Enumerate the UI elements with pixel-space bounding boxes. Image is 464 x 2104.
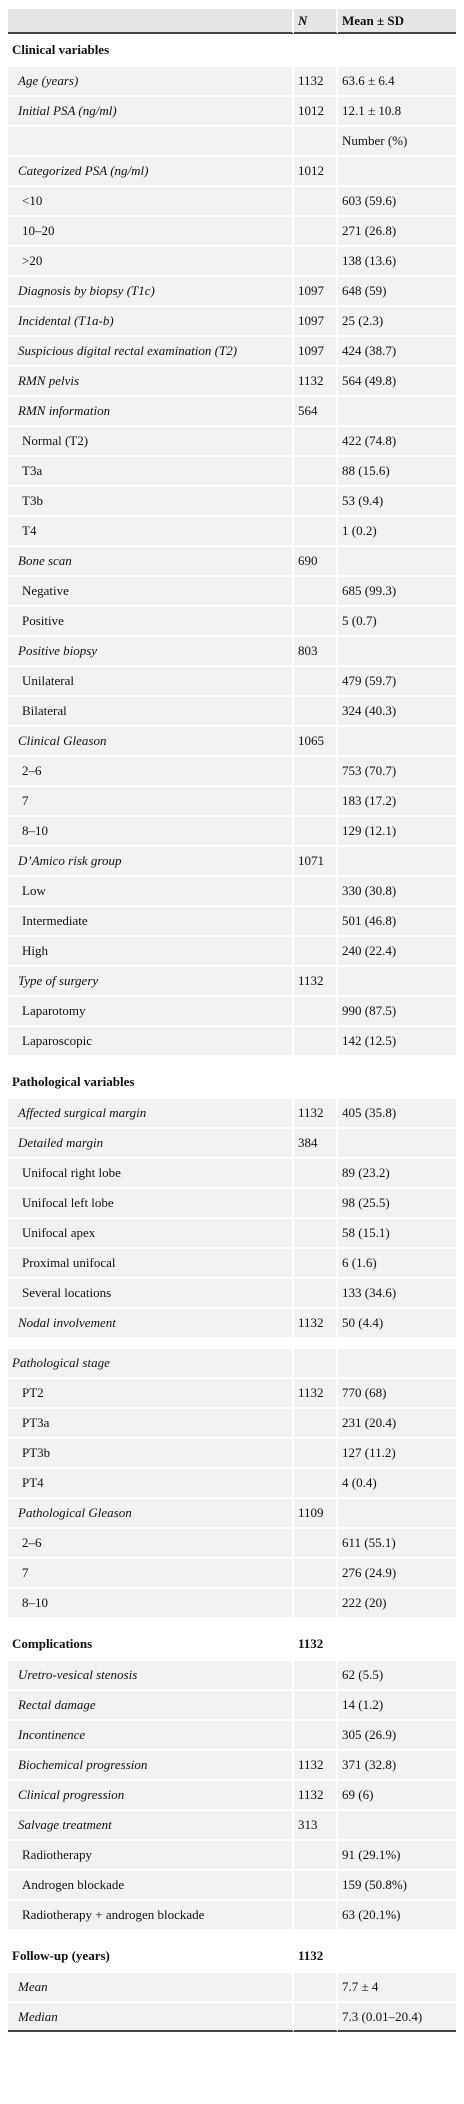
row-n	[294, 1348, 338, 1378]
table-row	[8, 126, 456, 156]
row-n	[294, 756, 338, 786]
table-row	[8, 1498, 456, 1528]
table-row	[8, 156, 456, 186]
row-label: Median	[8, 2002, 294, 2032]
row-n: 564	[294, 396, 338, 426]
row-label: Bone scan	[8, 546, 294, 576]
row-label: Clinical variables	[8, 34, 294, 66]
row-label: Detailed margin	[8, 1128, 294, 1158]
table-row	[8, 396, 456, 426]
table-row	[8, 516, 456, 546]
row-label: 2–6	[8, 756, 294, 786]
row-n: 1012	[294, 96, 338, 126]
row-n	[294, 186, 338, 216]
table-row	[8, 1840, 456, 1870]
row-label: 2–6	[8, 1528, 294, 1558]
row-n: 1132	[294, 66, 338, 96]
row-label: Uretro-vesical stenosis	[8, 1660, 294, 1690]
row-label: Categorized PSA (ng/ml)	[8, 156, 294, 186]
row-label: Incontinence	[8, 1720, 294, 1750]
row-value	[338, 546, 456, 576]
row-label: T4	[8, 516, 294, 546]
row-label: Clinical Gleason	[8, 726, 294, 756]
row-value: 564 (49.8)	[338, 366, 456, 396]
row-label: Pathological stage	[8, 1348, 294, 1378]
row-n	[294, 1066, 338, 1098]
row-value: 12.1 ± 10.8	[338, 96, 456, 126]
row-n	[294, 576, 338, 606]
table-row	[8, 186, 456, 216]
table-row	[8, 1810, 456, 1840]
table-row	[8, 1468, 456, 1498]
row-value: 501 (46.8)	[338, 906, 456, 936]
table-row	[8, 246, 456, 276]
row-label: PT4	[8, 1468, 294, 1498]
table-row	[8, 1158, 456, 1188]
row-n: 1109	[294, 1498, 338, 1528]
row-value: 98 (25.5)	[338, 1188, 456, 1218]
row-label: Type of surgery	[8, 966, 294, 996]
row-n	[294, 1972, 338, 2002]
row-value: 133 (34.6)	[338, 1278, 456, 1308]
header-variable	[8, 8, 294, 34]
row-n: 1132	[294, 966, 338, 996]
table-row	[8, 666, 456, 696]
row-label: RMN pelvis	[8, 366, 294, 396]
row-n: 384	[294, 1128, 338, 1158]
row-value: 159 (50.8%)	[338, 1870, 456, 1900]
row-value: 611 (55.1)	[338, 1528, 456, 1558]
row-n	[294, 456, 338, 486]
row-value: 5 (0.7)	[338, 606, 456, 636]
row-n	[294, 1660, 338, 1690]
row-value: 330 (30.8)	[338, 876, 456, 906]
row-value	[338, 1128, 456, 1158]
row-value: 142 (12.5)	[338, 1026, 456, 1056]
row-value	[338, 34, 456, 66]
row-value	[338, 1066, 456, 1098]
table-row	[8, 726, 456, 756]
table-row	[8, 1308, 456, 1338]
row-value: 129 (12.1)	[338, 816, 456, 846]
table-row	[8, 1218, 456, 1248]
row-value: 424 (38.7)	[338, 336, 456, 366]
row-value: 69 (6)	[338, 1780, 456, 1810]
row-label: D’Amico risk group	[8, 846, 294, 876]
row-n	[294, 1870, 338, 1900]
table-row	[8, 1972, 456, 2002]
row-value	[338, 1628, 456, 1660]
row-n	[294, 426, 338, 456]
row-n	[294, 1438, 338, 1468]
row-n	[294, 936, 338, 966]
row-label: Suspicious digital rectal examination (T2)	[8, 336, 294, 366]
table-row	[8, 1128, 456, 1158]
row-label: Biochemical progression	[8, 1750, 294, 1780]
row-value: 89 (23.2)	[338, 1158, 456, 1188]
table-row	[8, 1278, 456, 1308]
row-label: Incidental (T1a-b)	[8, 306, 294, 336]
row-label: Laparoscopic	[8, 1026, 294, 1056]
row-label: Mean	[8, 1972, 294, 2002]
row-label: Unifocal apex	[8, 1218, 294, 1248]
row-value: 603 (59.6)	[338, 186, 456, 216]
row-n: 1132	[294, 366, 338, 396]
row-n	[294, 1026, 338, 1056]
row-n	[294, 2002, 338, 2032]
header-n: N	[294, 8, 338, 34]
table-row	[8, 906, 456, 936]
row-value	[338, 636, 456, 666]
row-value: 271 (26.8)	[338, 216, 456, 246]
table-header-row	[8, 8, 456, 34]
row-value: 7.7 ± 4	[338, 1972, 456, 2002]
row-label: 8–10	[8, 1588, 294, 1618]
table-spacer-row	[8, 1338, 456, 1348]
row-label: Intermediate	[8, 906, 294, 936]
row-n: 313	[294, 1810, 338, 1840]
table-spacer-row	[8, 1618, 456, 1628]
table-row	[8, 576, 456, 606]
row-n	[294, 606, 338, 636]
row-label: 7	[8, 786, 294, 816]
row-n: 1132	[294, 1378, 338, 1408]
spacer-cell	[8, 1338, 456, 1348]
table-row	[8, 486, 456, 516]
row-n	[294, 996, 338, 1026]
row-value: 990 (87.5)	[338, 996, 456, 1026]
table-row	[8, 426, 456, 456]
row-n	[294, 1248, 338, 1278]
row-value: 58 (15.1)	[338, 1218, 456, 1248]
row-value: Number (%)	[338, 126, 456, 156]
table-row	[8, 2002, 456, 2032]
table-row	[8, 1098, 456, 1128]
row-label: T3a	[8, 456, 294, 486]
row-n	[294, 906, 338, 936]
row-n	[294, 1278, 338, 1308]
row-label: <10	[8, 186, 294, 216]
row-value	[338, 966, 456, 996]
row-n	[294, 1840, 338, 1870]
row-label: Androgen blockade	[8, 1870, 294, 1900]
table-row	[8, 696, 456, 726]
row-n	[294, 516, 338, 546]
table-row	[8, 1408, 456, 1438]
row-value: 62 (5.5)	[338, 1660, 456, 1690]
row-label: Unifocal right lobe	[8, 1158, 294, 1188]
table-section-row	[8, 34, 456, 66]
table-section-row	[8, 1066, 456, 1098]
table-spacer-row	[8, 1930, 456, 1940]
row-value: 1 (0.2)	[338, 516, 456, 546]
row-label: PT3a	[8, 1408, 294, 1438]
row-value	[338, 1940, 456, 1972]
table-row	[8, 1750, 456, 1780]
row-label: Laparotomy	[8, 996, 294, 1026]
table-row	[8, 1026, 456, 1056]
row-label: Radiotherapy + androgen blockade	[8, 1900, 294, 1930]
row-n: 1132	[294, 1098, 338, 1128]
table-row	[8, 336, 456, 366]
table-row	[8, 1720, 456, 1750]
row-n	[294, 1218, 338, 1248]
row-n	[294, 216, 338, 246]
row-n	[294, 1468, 338, 1498]
row-n	[294, 666, 338, 696]
row-label: Proximal unifocal	[8, 1248, 294, 1278]
row-label: Clinical progression	[8, 1780, 294, 1810]
row-n	[294, 1900, 338, 1930]
row-value: 753 (70.7)	[338, 756, 456, 786]
table-row	[8, 966, 456, 996]
table-row	[8, 546, 456, 576]
row-n	[294, 786, 338, 816]
table-row	[8, 1690, 456, 1720]
row-label: Unifocal left lobe	[8, 1188, 294, 1218]
row-label: Salvage treatment	[8, 1810, 294, 1840]
row-label: Rectal damage	[8, 1690, 294, 1720]
table-body	[8, 34, 456, 2032]
spacer-cell	[8, 1930, 456, 1940]
row-label: Pathological variables	[8, 1066, 294, 1098]
row-n: 690	[294, 546, 338, 576]
table-row	[8, 66, 456, 96]
row-value: 63 (20.1%)	[338, 1900, 456, 1930]
row-value: 479 (59.7)	[338, 666, 456, 696]
row-value: 6 (1.6)	[338, 1248, 456, 1278]
row-value: 14 (1.2)	[338, 1690, 456, 1720]
row-label: 7	[8, 1558, 294, 1588]
row-label: Nodal involvement	[8, 1308, 294, 1338]
row-label: Bilateral	[8, 696, 294, 726]
row-value: 222 (20)	[338, 1588, 456, 1618]
row-n	[294, 34, 338, 66]
table-row	[8, 1870, 456, 1900]
row-n	[294, 876, 338, 906]
row-value	[338, 846, 456, 876]
row-n: 1132	[294, 1628, 338, 1660]
row-value: 422 (74.8)	[338, 426, 456, 456]
row-label: Age (years)	[8, 66, 294, 96]
table-row	[8, 366, 456, 396]
row-label: Normal (T2)	[8, 426, 294, 456]
spacer-cell	[8, 1056, 456, 1066]
row-n: 1132	[294, 1750, 338, 1780]
row-value	[338, 156, 456, 186]
row-value	[338, 1498, 456, 1528]
row-value: 25 (2.3)	[338, 306, 456, 336]
row-n: 1071	[294, 846, 338, 876]
row-n: 1132	[294, 1308, 338, 1338]
table-row	[8, 1780, 456, 1810]
row-value: 371 (32.8)	[338, 1750, 456, 1780]
row-value: 276 (24.9)	[338, 1558, 456, 1588]
spacer-cell	[8, 1618, 456, 1628]
row-value: 305 (26.9)	[338, 1720, 456, 1750]
table-row	[8, 96, 456, 126]
table-row	[8, 786, 456, 816]
row-label: Radiotherapy	[8, 1840, 294, 1870]
row-label: >20	[8, 246, 294, 276]
row-n: 803	[294, 636, 338, 666]
row-value	[338, 1810, 456, 1840]
row-n	[294, 1158, 338, 1188]
table-row	[8, 1900, 456, 1930]
row-label: PT2	[8, 1378, 294, 1408]
row-label: 10–20	[8, 216, 294, 246]
row-n: 1132	[294, 1940, 338, 1972]
table-section-row	[8, 1628, 456, 1660]
table-row	[8, 876, 456, 906]
row-value: 50 (4.4)	[338, 1308, 456, 1338]
row-value	[338, 396, 456, 426]
row-label: Positive	[8, 606, 294, 636]
row-value: 63.6 ± 6.4	[338, 66, 456, 96]
table-row	[8, 1588, 456, 1618]
row-n	[294, 486, 338, 516]
table-row	[8, 996, 456, 1026]
table-row	[8, 1378, 456, 1408]
table-section-row	[8, 1940, 456, 1972]
row-label: Follow-up (years)	[8, 1940, 294, 1972]
row-n	[294, 1558, 338, 1588]
row-value: 4 (0.4)	[338, 1468, 456, 1498]
row-value: 648 (59)	[338, 276, 456, 306]
table-row	[8, 306, 456, 336]
table-row	[8, 846, 456, 876]
table-row	[8, 756, 456, 786]
row-label: Several locations	[8, 1278, 294, 1308]
row-value: 685 (99.3)	[338, 576, 456, 606]
row-label: Positive biopsy	[8, 636, 294, 666]
row-value: 183 (17.2)	[338, 786, 456, 816]
table-row	[8, 816, 456, 846]
row-value: 53 (9.4)	[338, 486, 456, 516]
row-label: Pathological Gleason	[8, 1498, 294, 1528]
row-n	[294, 246, 338, 276]
row-n	[294, 1528, 338, 1558]
table-row	[8, 1660, 456, 1690]
table-spacer-row	[8, 1056, 456, 1066]
row-n	[294, 1720, 338, 1750]
table-row	[8, 276, 456, 306]
row-label: Diagnosis by biopsy (T1c)	[8, 276, 294, 306]
row-value: 405 (35.8)	[338, 1098, 456, 1128]
row-n	[294, 1408, 338, 1438]
row-label: Low	[8, 876, 294, 906]
table-row	[8, 456, 456, 486]
row-n: 1065	[294, 726, 338, 756]
row-label: RMN information	[8, 396, 294, 426]
table-row	[8, 1558, 456, 1588]
row-value: 770 (68)	[338, 1378, 456, 1408]
table-row	[8, 1438, 456, 1468]
table-row	[8, 936, 456, 966]
row-n	[294, 1188, 338, 1218]
row-value	[338, 726, 456, 756]
row-value: 138 (13.6)	[338, 246, 456, 276]
row-n	[294, 126, 338, 156]
table-row	[8, 636, 456, 666]
row-n	[294, 1690, 338, 1720]
table-row	[8, 1188, 456, 1218]
row-n: 1132	[294, 1780, 338, 1810]
row-label: PT3b	[8, 1438, 294, 1468]
row-value: 231 (20.4)	[338, 1408, 456, 1438]
row-label: Unilateral	[8, 666, 294, 696]
row-value: 88 (15.6)	[338, 456, 456, 486]
table-row	[8, 606, 456, 636]
table-row	[8, 1248, 456, 1278]
row-n: 1097	[294, 276, 338, 306]
row-value: 240 (22.4)	[338, 936, 456, 966]
row-value	[338, 1348, 456, 1378]
table-row	[8, 1528, 456, 1558]
row-value: 91 (29.1%)	[338, 1840, 456, 1870]
header-mean-sd: Mean ± SD	[338, 8, 456, 34]
row-label: T3b	[8, 486, 294, 516]
row-label: 8–10	[8, 816, 294, 846]
row-n: 1012	[294, 156, 338, 186]
row-n: 1097	[294, 336, 338, 366]
row-label: Negative	[8, 576, 294, 606]
row-n	[294, 816, 338, 846]
row-label: Affected surgical margin	[8, 1098, 294, 1128]
row-label: High	[8, 936, 294, 966]
row-label: Complications	[8, 1628, 294, 1660]
row-n: 1097	[294, 306, 338, 336]
clinical-characteristics-table	[8, 8, 456, 2032]
row-value: 127 (11.2)	[338, 1438, 456, 1468]
table-row	[8, 1348, 456, 1378]
row-label: Initial PSA (ng/ml)	[8, 96, 294, 126]
table-row	[8, 216, 456, 246]
row-n	[294, 696, 338, 726]
row-label	[8, 126, 294, 156]
row-value: 324 (40.3)	[338, 696, 456, 726]
row-n	[294, 1588, 338, 1618]
row-value: 7.3 (0.01–20.4)	[338, 2002, 456, 2032]
